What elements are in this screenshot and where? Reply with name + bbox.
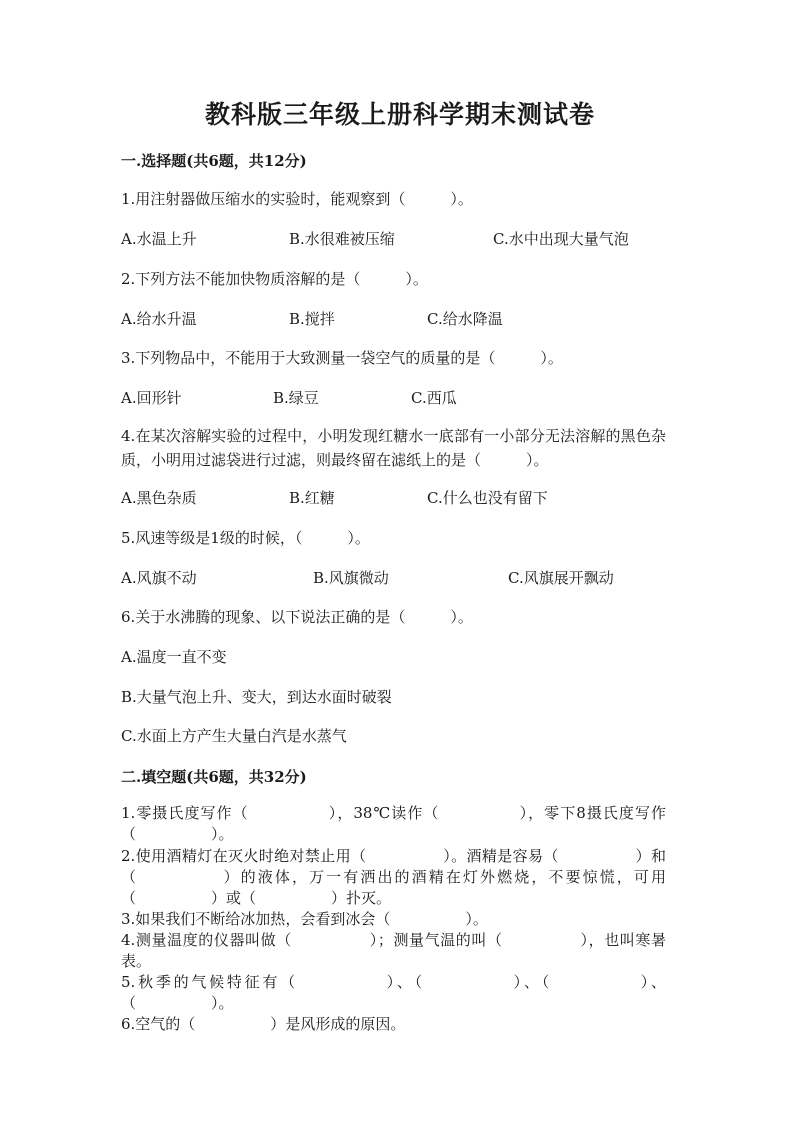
option-a: A.黑色杂质 <box>121 489 197 507</box>
option-b: B.风旗微动 <box>313 569 389 587</box>
option-c: C.西瓜 <box>411 389 457 407</box>
fill-question: 1.零摄氏度写作（ ），38℃读作（ ），零下8摄氏度写作（ ）。 <box>121 804 666 843</box>
option-c: C.水中出现大量气泡 <box>493 230 629 248</box>
option-a: A.水温上升 <box>121 230 197 248</box>
question-stem: 3.下列物品中，不能用于大致测量一袋空气的质量的是（ ）。 <box>121 349 563 367</box>
question-stem: 5.风速等级是1级的时候，（ ）。 <box>121 529 370 547</box>
fill-question: 5.秋季的气候特征有（ ）、（ ）、（ ）、（ ）。 <box>121 973 666 1012</box>
fill-question: 2.使用酒精灯在灭火时绝对禁止用（ ）。酒精是容易（ ）和（ ）的液体，万一有洒出的酒精在灯外燃烧，不要惊慌，可用（ ）或（ ）扑灭。 <box>121 847 666 907</box>
option-a: A.温度一直不变 <box>121 648 227 666</box>
option-b: B.红糖 <box>289 489 335 507</box>
option-a: A.给水升温 <box>121 310 197 328</box>
fill-question: 4.测量温度的仪器叫做（ ）；测量气温的叫（ ），也叫寒暑表。 <box>121 931 666 970</box>
question-stem: 2.下列方法不能加快物质溶解的是（ ）。 <box>121 270 428 288</box>
option-a: A.风旗不动 <box>121 569 197 587</box>
option-b: B.大量气泡上升、变大，到达水面时破裂 <box>121 688 392 706</box>
option-c: C.什么也没有留下 <box>427 489 548 507</box>
option-c: C.给水降温 <box>427 310 503 328</box>
question-stem: 4.在某次溶解实验的过程中，小明发现红糖水一底部有一小部分无法溶解的黑色杂质，小明用过滤袋进行过滤，则最终留在滤纸上的是（ ）。 <box>121 427 666 469</box>
question-stem: 6.关于水沸腾的现象、以下说法正确的是（ ）。 <box>121 608 473 626</box>
option-b: B.搅拌 <box>289 310 335 328</box>
section-heading-fill: 二.填空题(共6题，共32分) <box>121 768 307 786</box>
fill-question: 3.如果我们不断给冰加热，会看到冰会（ ）。 <box>121 910 488 928</box>
fill-question: 6.空气的（ ）是风形成的原因。 <box>121 1015 406 1033</box>
option-c: C.水面上方产生大量白汽是水蒸气 <box>121 727 347 745</box>
option-b: B.水很难被压缩 <box>289 230 395 248</box>
exam-title: 教科版三年级上册科学期末测试卷 <box>204 100 595 129</box>
question-stem: 1.用注射器做压缩水的实验时，能观察到（ ）。 <box>121 190 473 208</box>
option-c: C.风旗展开飘动 <box>508 569 614 587</box>
option-b: B.绿豆 <box>273 389 319 407</box>
section-heading-choice: 一.选择题(共6题，共12分) <box>121 152 307 170</box>
option-a: A.回形针 <box>121 389 182 407</box>
